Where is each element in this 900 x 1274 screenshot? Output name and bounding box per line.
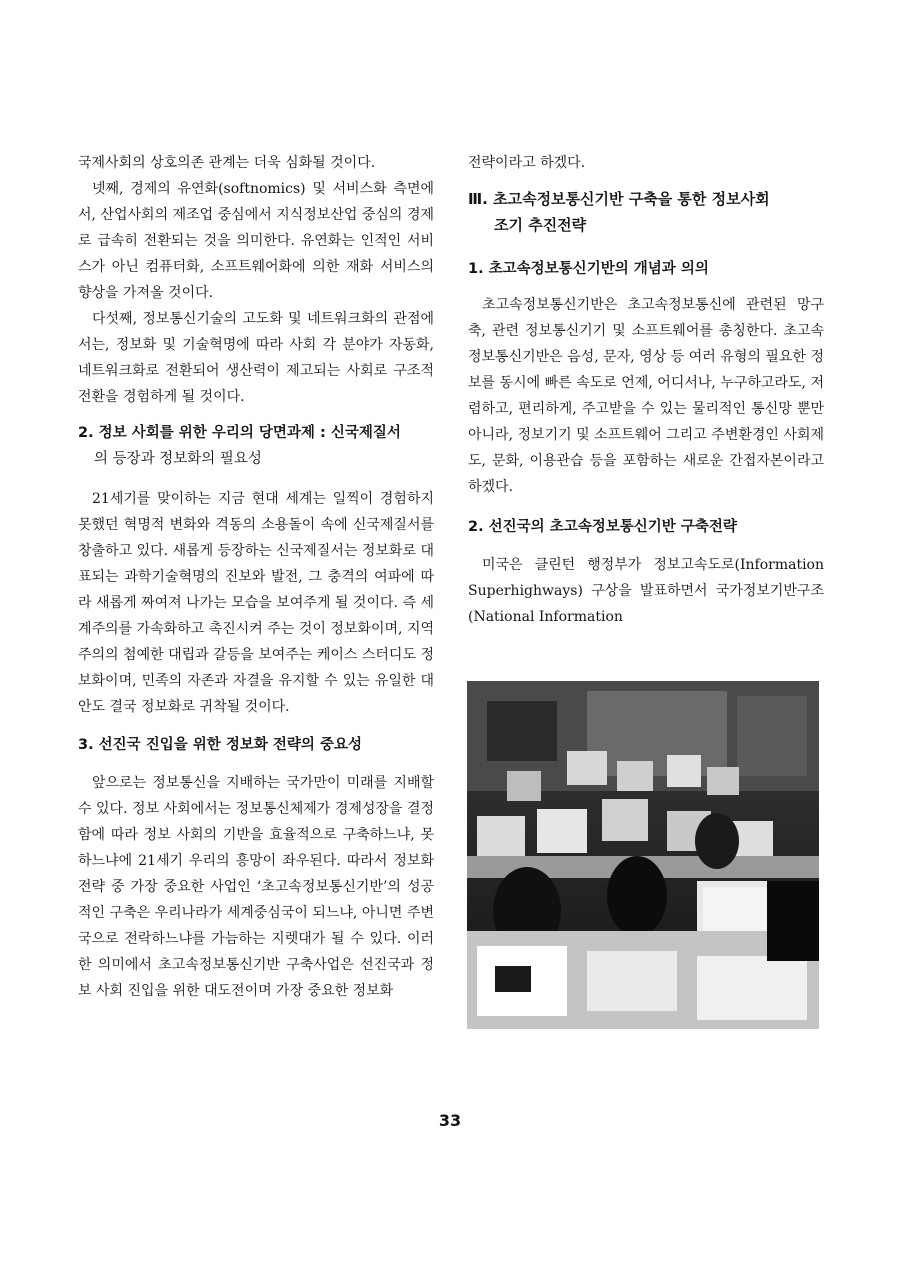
- paragraph: 전략이라고 하겠다.: [468, 155, 586, 171]
- heading-line: 2. 정보 사회를 위한 우리의 당면과제 : 신국제질서: [78, 425, 401, 441]
- right-column: [468, 150, 824, 630]
- left-column: [78, 150, 434, 1004]
- chapter-heading: [468, 186, 824, 238]
- section-heading: 3. 선진국 진입을 위한 정보화 전략의 중요성: [78, 737, 363, 753]
- page-number: 33: [438, 1111, 462, 1130]
- paragraph: 초고속정보통신기반은 초고속정보통신에 관련된 망구축, 관련 정보통신기기 및 소프트웨어를 총칭한다. 초고속정보통신기반은 음성, 문자, 영상 등 여러 유형의 필요한 정보를 동시에 빠른 속도로 언제, 어디서나, 누구하고라도, 저렴하고, 편리하게, 주고받을 수 있는 물리적인 통신망 뿐만 아니라, 정보기기 및 소프트웨어 그리고 주변환경인 사회제도, 문화, 이용관습 등을 포함하는 새로운 간접자본이라고 하겠다.: [468, 297, 824, 495]
- classroom-photo: [467, 681, 819, 1029]
- section-heading: 1. 초고속정보통신기반의 개념과 의의: [468, 261, 709, 277]
- paragraph: 다섯째, 정보통신기술의 고도화 및 네트워크화의 관점에서는, 정보화 및 기술혁명에 따라 사회 각 분야가 자동화, 네트워크화로 전환되어 생산력이 제고되는 사회로 구조적 전환을 경험하게 될 것이다.: [78, 311, 434, 405]
- section-heading: [78, 420, 434, 472]
- paragraph: 미국은 클린턴 행정부가 정보고속도로(Information Superhighways) 구상을 발표하면서 국가정보기반구조(National Information: [468, 557, 824, 625]
- heading-line: Ⅲ. 초고속정보통신기반 구축을 통한 정보사회: [468, 190, 770, 208]
- section-heading: 2. 선진국의 초고속정보통신기반 구축전략: [468, 519, 737, 535]
- paragraph: 앞으로는 정보통신을 지배하는 국가만이 미래를 지배할 수 있다. 정보 사회에서는 정보통신체제가 경제성장을 결정함에 따라 정보 사회의 기반을 효율적으로 구축하느냐, 못하느냐에 21세기 우리의 흥망이 좌우된다. 따라서 정보화 전략 중 가장 중요한 사업인 ‘초고속정보통신기반’의 성공적인 구축은 우리나라가 세계중심국이 되느냐, 아니면 주변국으로 전락하느냐를 가늠하는 지렛대가 될 수 있다. 이러한 의미에서 초고속정보통신기반 구축사업은 선진국과 정보 사회 진입을 위한 대도전이며 가장 중요한 정보화: [78, 775, 434, 999]
- heading-line: 의 등장과 정보화의 필요성: [94, 451, 262, 467]
- paragraph: 넷째, 경제의 유연화(softnomics) 및 서비스화 측면에서, 산업사회의 제조업 중심에서 지식정보산업 중심의 경제로 급속히 전환되는 것을 의미한다. 유연화는 인적인 서비스가 아닌 컴퓨터화, 소프트웨어화에 의한 재화 서비스의 향상을 가져올 것이다.: [78, 181, 434, 301]
- classroom-photo-drawing: [467, 681, 819, 1029]
- heading-line: 조기 추진전략: [494, 216, 587, 234]
- paragraph: 국제사회의 상호의존 관계는 더욱 심화될 것이다.: [78, 155, 376, 171]
- paragraph: 21세기를 맞이하는 지금 현대 세계는 일찍이 경험하지 못했던 혁명적 변화와 격동의 소용돌이 속에 신국제질서를 창출하고 있다. 새롭게 등장하는 신국제질서는 정보화로 대표되는 과학기술혁명의 진보와 발전, 그 충격의 여파에 따라 새롭게 짜여져 나가는 모습을 보여주게 될 것이다. 즉 세계주의를 가속화하고 촉진시켜 주는 것이 정보화이며, 지역주의의 첨예한 대립과 갈등을 보여주는 케이스 스터디도 정보화이며, 민족의 자존과 자결을 유지할 수 있는 유일한 대안도 결국 정보화로 귀착될 것이다.: [78, 491, 434, 715]
